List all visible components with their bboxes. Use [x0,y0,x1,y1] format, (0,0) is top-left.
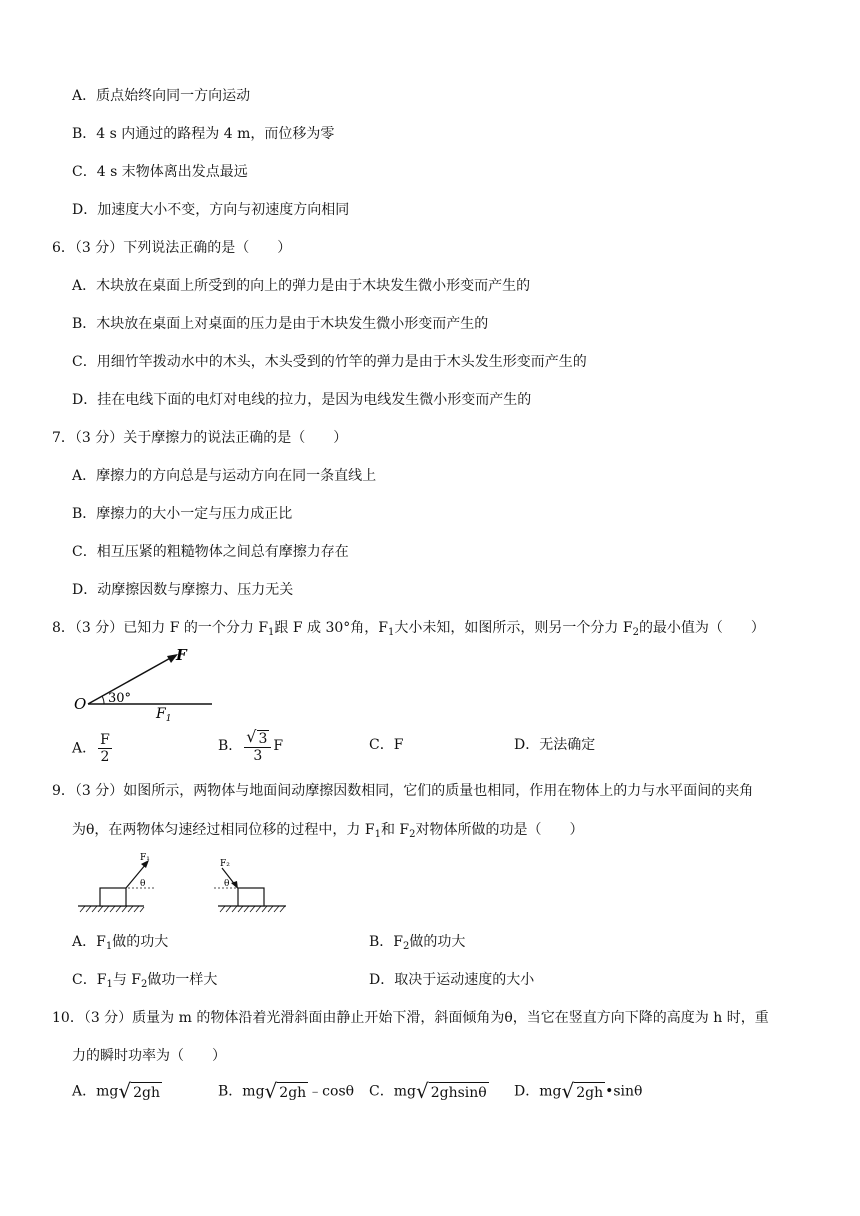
q5-option-d: D．加速度大小不变，方向与初速度方向相同 [72,202,350,218]
q8-option-a [72,732,114,765]
theta-label-1: θ [140,879,146,889]
q10-option-d: D．mg √ 2gh •sinθ [514,1079,643,1103]
subscript: 1 [374,829,381,840]
q8-option-d: D．无法确定 [514,737,596,753]
subscript: 1 [388,627,395,638]
option-label: A． [72,740,97,757]
b-tail: F [273,738,284,754]
q9-stem-line1: 9．（3 分）如图所示，两物体与地面间动摩擦因数相同，它们的质量也相同，作用在物体上的力与水平面间的夹角 [52,783,754,799]
angle-label: 30° [108,691,132,706]
subscript: 1 [268,627,275,638]
fraction [244,728,271,764]
denominator: 3 [253,748,263,764]
theta-label-2: θ [224,879,230,889]
f-label: F [176,646,187,664]
q8-option-b [218,728,283,764]
q7-option-a: A．摩擦力的方向总是与运动方向在同一条直线上 [72,468,377,484]
q9-block-diagrams [72,852,292,914]
q9-option-d: D．取决于运动速度的大小 [369,972,535,988]
q9-stem-part: 和 F [380,822,410,838]
q9-stem-part: 为θ，在两物体匀速经过相同位移的过程中，力 F [72,822,375,838]
sqrt: √ 2gh [118,1079,160,1103]
q10-option-b: B．mg √ 2gh ﹣cosθ [218,1079,355,1103]
f2-label: F₂ [220,859,230,869]
sqrt: √ 2ghsinθ [415,1079,487,1103]
q5-option-a: A．质点始终向同一方向运动 [72,88,251,104]
q6-option-b: B．木块放在桌面上对桌面的压力是由于木块发生微小形变而产生的 [72,316,489,332]
subscript: 2 [409,829,416,840]
q9-option-c: C．$F_1$与 $F_2$做功一样大 [72,972,218,990]
q8-stem-part: 大小未知，如图所示，则另一个分力 F [394,620,633,636]
q6-option-d: D．挂在电线下面的电灯对电线的拉力，是因为电线发生微小形变而产生的 [72,392,532,408]
q8-stem-part: 8．（3 分）已知力 F 的一个分力 F [52,620,269,636]
option-label: B． [218,738,243,754]
q6-stem: 6．（3 分）下列说法正确的是（ ） [52,240,292,256]
q8-force-diagram [70,642,220,722]
q6-option-a: A．木块放在桌面上所受到的向上的弹力是由于木块发生微小形变而产生的 [72,278,531,294]
q7-stem: 7．（3 分）关于摩擦力的说法正确的是（ ） [52,430,348,446]
f1-label: $F_1$ [156,706,172,722]
subscript: 2 [632,627,639,638]
q5-option-c: C．4 s 末物体离出发点最远 [72,164,248,180]
q8-stem-part: 跟 F 成 30°角，F [274,620,389,636]
q8-stem [52,618,765,643]
q6-option-c: C．用细竹竿拨动水中的木头，木头受到的竹竿的弹力是由于木头发生形变而产生的 [72,354,587,370]
sqrt: √ 3 [246,727,268,747]
numerator [244,728,271,748]
sqrt: √ 2gh [264,1079,307,1103]
numerator: F [100,732,110,748]
q10-stem-line1: 10．（3 分）质量为 m 的物体沿着光滑斜面由静止开始下滑，斜面倾角为θ，当它在竖直方向下降的高度为 h 时，重 [52,1010,769,1026]
origin-label: O [74,695,87,713]
q10-option-c: C．mg √ 2ghsinθ [369,1079,487,1103]
q10-stem-line2: 力的瞬时功率为（ ） [72,1048,226,1064]
q9-stem-line2 [72,820,584,845]
q9-stem-part: 对物体所做的功是（ ） [415,822,584,838]
q8-option-c: C．F [369,737,404,753]
fraction [98,732,112,765]
block-1 [100,888,126,906]
q8-stem-part: 的最小值为（ ） [638,620,765,636]
q5-option-b: B．4 s 内通过的路程为 4 m，而位移为零 [72,126,335,142]
denominator: 2 [100,749,110,765]
sqrt: √ 2gh [561,1079,604,1103]
q7-option-c: C．相互压紧的粗糙物体之间总有摩擦力存在 [72,544,349,560]
q9-option-a: A．$F_1$做的功大 [72,934,169,952]
q9-option-b: B．$F_2$做的功大 [369,934,466,952]
block-2 [238,888,264,906]
q7-option-d: D．动摩擦因数与摩擦力、压力无关 [72,582,294,598]
angle-arc [102,696,104,704]
q10-option-a: A．mg √ 2gh [72,1079,160,1103]
f1-label: F₁ [140,853,150,863]
q7-option-b: B．摩擦力的大小一定与压力成正比 [72,506,293,522]
